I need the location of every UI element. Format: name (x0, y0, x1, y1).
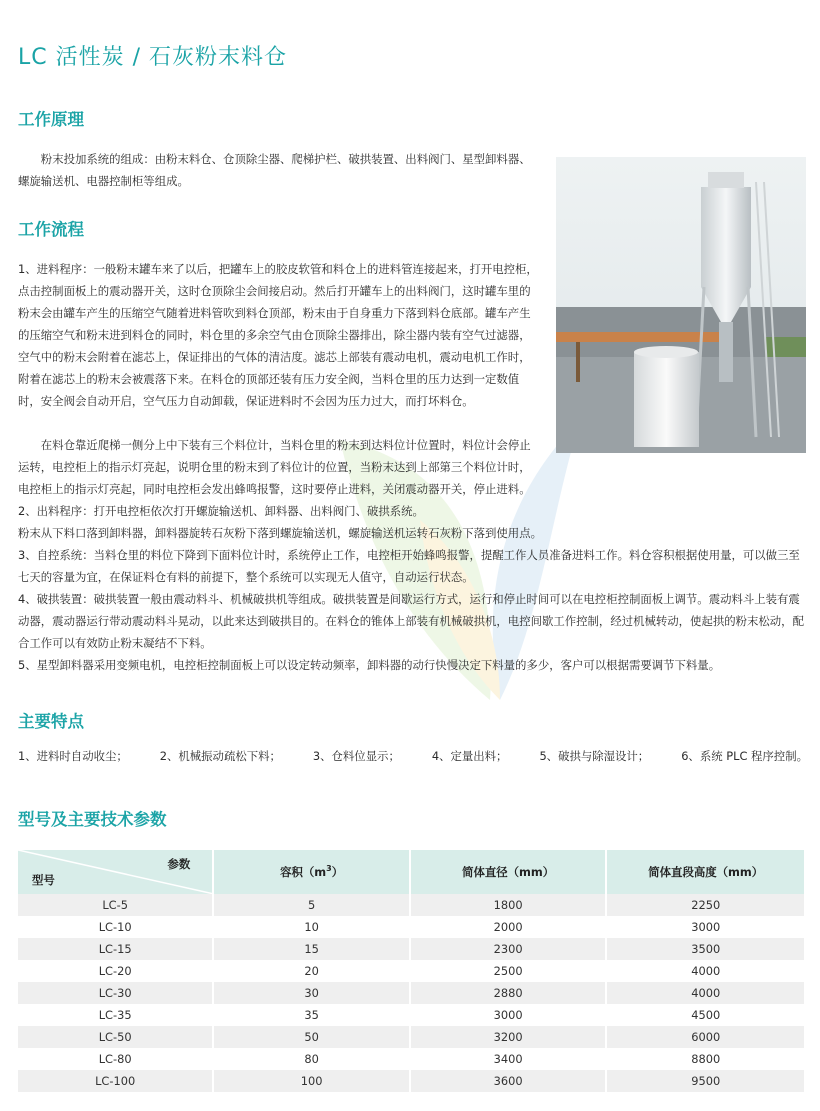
header-volume: 容积$(m^3)$ (213, 850, 410, 894)
feature-item: 1、进料时自动收尘； (18, 749, 128, 763)
header-diameter: 简体直径（mm） (410, 850, 607, 894)
header-corner-cell (18, 850, 213, 894)
feature-item: 6、系统 PLC 程序控制。 (681, 749, 808, 763)
process-block-top (18, 258, 538, 412)
header-height: 简体直段高度（mm） (606, 850, 804, 894)
features-list (18, 748, 808, 764)
feature-item: 3、仓料位显示； (312, 749, 400, 763)
spec-table-header (18, 850, 804, 894)
table-row: LC-35 35 3000 4500 (18, 1004, 804, 1026)
heading-principle: 工作原理 (18, 110, 84, 129)
process-block-bottom (18, 500, 808, 676)
process-item-2: 2、出料程序：打开电控柜依次打开螺旋输送机、卸料器、出料阀门、破拱系统。 (18, 504, 424, 518)
header-param-label: 参数 (167, 857, 191, 871)
silo-illustration-icon (556, 157, 806, 453)
table-row: LC-100 100 3600 9500 (18, 1070, 804, 1092)
silo-photo (556, 157, 806, 453)
table-row: LC-10 10 2000 3000 (18, 916, 804, 938)
process-item-4: 4、破拱装置：破拱装置一般由震动料斗、机械破拱机等组成。破拱装置是间歇运行方式，运行和停止时间可以在电控柜控制面板上调节。震动料斗上装有震动器，震动器运行带动震动料斗晃动，以此来达到破拱目的。在料仓的锥体上部装有机械破拱机，电控间歇工作控制，经过机械转动，使起拱的粉末松动，配合工作可以有效防止粉末凝结不下料。 (18, 592, 804, 650)
process-item-3: 3、自控系统：当料仓里的料位下降到下面料位计时，系统停止工作，电控柜开始蜂鸣报警，提醒工作人员准备进料工作。料仓容积根据使用量，可以做三至七天的容量为宜，在保证料仓有料的前提下，整个系统可以实现无人值守，自动运行状态。 (18, 548, 800, 584)
header-model-label: 型号 (32, 873, 55, 887)
table-row: LC-15 15 2300 3500 (18, 938, 804, 960)
table-row: LC-50 50 3200 6000 (18, 1026, 804, 1048)
process-item-1: 1、进料程序：一般粉末罐车来了以后，把罐车上的胶皮软管和料仓上的进料管连接起来，打开电控柜，点击控制面板上的震动器开关，这时仓顶除尘会间接启动。然后打开罐车上的出料阀门，这时罐车里的粉末会由罐车产生的压缩空气随着进料管吹到料仓顶部，粉末由于自身重力下落到料仓底部。罐车产生的压缩空气和粉末进到料仓的同时，料仓里的多余空气由仓顶除尘器排出，除尘器内装有空气过滤器，空气中的粉末会附着在滤芯上，保证排出的气体的清洁度。滤芯上部装有震动电机，震动电机工作时，附着在滤芯上的粉末会被震落下来。在料仓的顶部还装有压力安全阀，当料仓里的压力达到一定数值时，安全阀会自动开启，空气压力自动卸载，保证进料时不会因为压力过大，而打坏料仓。 (18, 262, 538, 408)
feature-item: 4、定量出料； (431, 749, 508, 763)
feature-item: 2、机械振动疏松下料； (159, 749, 281, 763)
process-item-5: 5、星型卸料器采用变频电机，电控柜控制面板上可以设定转动频率，卸料器的动行快慢决定下料量的多少，客户可以根据需要调节下料量。 (18, 658, 721, 672)
page-title: LC 活性炭 / 石灰粉末料仓 (18, 45, 288, 70)
principle-text: 粉末投加系统的组成：由粉末料仓、仓顶除尘器、爬梯护栏、破拱装置、出料阀门、星型卸料器、螺旋输送机、电器控制柜等组成。 (18, 152, 531, 188)
table-row: LC-20 20 2500 4000 (18, 960, 804, 982)
principle-text-block (18, 148, 538, 192)
heading-features: 主要特点 (18, 712, 84, 731)
process-item-2-detail: 粉末从下料口落到卸料器，卸料器旋转石灰粉下落到螺旋输送机，螺旋输送机运转石灰粉下落到使用点。 (18, 526, 542, 540)
table-row: LC-5 5 1800 2250 (18, 894, 804, 916)
heading-specs: 型号及主要技术参数 (18, 810, 167, 829)
spec-table-body (18, 894, 804, 1092)
heading-process: 工作流程 (18, 220, 84, 239)
table-row: LC-80 80 3400 8800 (18, 1048, 804, 1070)
spec-table (18, 850, 804, 1092)
table-row: LC-30 30 2880 4000 (18, 982, 804, 1004)
process-block-middle (18, 434, 538, 500)
process-item-level-meter: 在料仓靠近爬梯一侧分上中下装有三个料位计，当料仓里的粉末到达料位计位置时，料位计会停止运转，电控柜上的指示灯亮起，说明仓里的粉末到了料位计的位置，当粉末达到上部第三个料位计时，电控柜上的指示灯亮起，同时电控柜会发出蜂鸣报警，这时要停止进料，关闭震动器开关，停止进料。 (18, 438, 531, 496)
feature-item: 5、破拱与除湿设计； (539, 749, 650, 763)
